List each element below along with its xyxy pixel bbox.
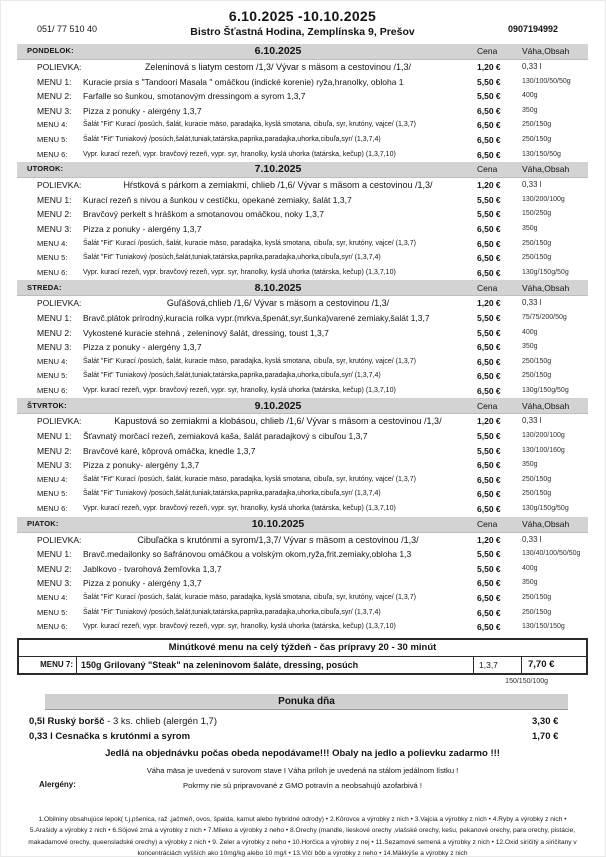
row-description: Šalát "Fit" Tuniakový /posúch,šalát,tuniak,tatárska,paprika,paradajka,uhorka,cibuľa,syr/ (1,3,7,4) [83,490,381,498]
row-description: Guľášová,chlieb /1,6/ Výv​ar s mäsom a cestovinou /1,3/ [166,298,390,309]
day-date: 10.10.2025 [251,517,305,530]
document-header [17,8,588,38]
row-weight: 130g/150g/50g [522,268,569,276]
row-description: Šalát "Fit" Kurací /posúch, šalát, kuracie mäso, paradajka, kyslá smotana, cibuľa, syr, krutóny, vajce/ (1,3,7) [83,121,416,129]
menu-row [17,118,588,133]
row-description: Hŕstková s párkom a zemiakmi, chlieb /1,6/ Vývar s mäsom a cestovinou /1,3/ [123,180,433,191]
row-weight: 150/250g [522,210,552,218]
raw-weight-note: Váha mäsa je uvedená v surovom stave I Váha príloh je uvedená na stálom jedálnom lístku ! [146,765,459,775]
row-price: 6,50 € [477,253,501,264]
row-label: MENU 5: [37,371,68,381]
row-description: Farfalle so šunkou, smotanovým dressingom a syrom 1,3,7 [83,91,306,102]
menu-row [17,576,588,591]
day-date: 9.10.2025 [254,399,302,412]
row-label: POLIEVKA: [37,534,82,545]
row-label: MENU 5: [37,607,68,617]
menu-row [17,562,588,577]
menu-row [17,369,588,384]
menu-row [17,620,588,635]
row-price: 1,20 € [477,416,501,427]
row-description: Šalát "Fit" Tuniakový /posúch,šalát,tuniak,tatárska,paprika,paradajka,uhorka,cibuľa,syr/ (1,3,7,4) [83,254,381,262]
row-price: 5,50 € [477,327,501,338]
row-weight: 0,33 l [522,298,542,308]
minute-menu-description: 150g Grilovaný "Steak" na zeleninovom šaláte, dressing, posúch [77,657,474,673]
row-description: Bravčový perkelt s hráškom a smotanovou omáčkou, noky 1,3,7 [83,209,324,220]
minute-menu-allergens: 1,3,7 [474,657,522,673]
row-description: Šalát "Fit" Kurací /posúch, šalát, kuracie mäso, paradajka, kyslá smotana, cibuľa, syr, krutóny, vajce/ (1,3,7) [83,475,416,483]
row-label: MENU 4: [37,593,68,602]
row-description: Šalát "Fit" Tuniakový /posúch,šalát,tuniak,tatárska,paprika,paradajka,uhorka,cibuľa,syr/ (1,3,7,4) [83,135,381,143]
row-price: 6,50 € [477,342,501,353]
allergens-label: Alergény: [39,779,76,789]
row-description: Pizza z ponuky- alergény 1,3,7 [83,460,200,471]
offer-item-name: 0,5l Ruský boršč [29,715,105,727]
row-weight: 400g [522,92,538,100]
row-weight: 250/150g [522,239,552,247]
row-label: MENU 6: [37,385,68,395]
week-date-range: 6.10.2025 -10.10.2025 [228,8,377,24]
row-price: 6,50 € [477,120,501,131]
row-label: MENU 1: [37,312,72,323]
row-label: MENU 2: [37,563,72,574]
weight-column-header: Váha,Obsah [522,46,570,57]
row-price: 6,50 € [477,223,501,234]
menu-row [17,414,588,429]
row-price: 6,50 € [477,607,501,618]
row-weight: 350g [522,106,538,114]
row-weight: 130/200/100g [522,432,565,440]
row-price: 5,50 € [477,445,501,456]
row-label: MENU 4: [37,120,68,130]
day-name: STREDA: [27,282,62,292]
allergens-legend: 1.Obilniny obsahujúce lepok( t.j.pšenica, raž ,jačmeň, ovos, špalda, kamut alebo hybridné odrody) • 2.Kôrovce a výrobky z nich • 3.Vajcia a výrobky z nich • 4.Ryby a výrobky z nich • 5.Arašidy a výrobky z nich • 6.Sójové zrná a výrobky z nich • 7.Mlieko a výrobky z neho • 8.Orechy (mandle, lieskové orechy ,vlašské orechy, kešu, pekanové orechy, para orechy, pistácie, makadamové orechy, queensladské orechy) a výrobky z nich • 9. Zeler a výrobky z neho • 10.Horčica a výrobky z nej • 11.Sezamové semená a výrobky z nich • 12.Oxid siričitý a siričitany v koncentráciách vyšších ako 10mg/kg alebo 10 mg/l • 13.Vlčí bôb a výrobky z neho • 14.Mäkkýše a výrobky z nich [28,815,577,857]
row-price: 6,50 € [477,578,501,589]
row-price: 5,50 € [477,549,501,560]
menu-row [17,193,588,208]
row-weight: 350g [522,461,538,469]
row-price: 6,50 € [477,489,501,500]
row-label: MENU 3: [37,342,72,353]
menu-row [17,251,588,266]
day-name: PIATOK: [27,518,59,528]
daily-offer-items [17,714,588,744]
row-weight: 250/150g [522,608,552,616]
phone-number-left: 051/ 77 510 40 [37,24,98,34]
row-label: MENU 6: [37,267,68,277]
menu-row [17,444,588,459]
row-price: 5,50 € [477,194,501,205]
row-price: 5,50 € [477,91,501,102]
row-weight: 130g/150g/50g [522,505,569,513]
minute-menu-label: MENU 7: [19,657,77,673]
row-weight: 130/150/150g [522,623,565,631]
row-price: 6,50 € [477,149,501,160]
row-weight: 0,33 l [522,62,542,71]
row-price: 6,50 € [477,504,501,515]
day-section [17,280,588,398]
offer-item-price: 1,70 € [532,730,559,742]
row-description: Pizza z ponuky - alergény 1,3,7 [83,578,202,589]
day-date: 8.10.2025 [254,281,302,294]
row-description: Vypr. kurací rezeň, vypr. bravčový rezeň, vypr. syr, hranolky, kyslá uhorka (tatárska, kečup) (1,3,7,10) [83,505,396,513]
row-description: Kapustová so zemiakmi a klobásou, chlieb /1,6/ Vývar s mäsom a cestovinou /1,3/ [114,416,442,427]
minute-menu-box [17,638,588,675]
row-description: Kurací rezeň s nivou a šunkou v cestíčku, opekané zemiaky, šalát 1,3,7 [83,194,352,205]
row-weight: 250/150g [522,357,552,365]
row-description: Šalát "Fit" Tuniakový /posúch,šalát,tuniak,tatárska,paprika,paradajka,uhorka,cibuľa,syr/ (1,3,7,4) [83,372,381,380]
row-price: 6,50 € [477,371,501,382]
row-description: Vypr. kurací rezeň, vypr. bravčový rezeň, vypr. syr, hranolky, kyslá uhorka (tatárska, kečup) (1,3,7,10) [83,623,396,631]
row-price: 6,50 € [477,474,501,485]
row-label: MENU 6: [37,622,68,632]
row-price: 6,50 € [477,460,501,471]
row-price: 5,50 € [477,209,501,220]
row-price: 1,20 € [477,180,501,191]
row-weight: 350g [522,579,538,587]
row-price: 6,50 € [477,622,501,633]
row-label: MENU 2: [37,209,72,220]
row-weight: 130/40/100/50/50g [522,550,581,558]
menu-row [17,89,588,104]
day-section [17,162,588,280]
offer-item-text: 0,5l Ruský boršč - 3 ks. chlieb (alergén 1,7) [29,715,217,727]
row-label: MENU 2: [37,445,72,456]
menu-row [17,547,588,562]
row-weight: 130/150/50g [522,150,561,158]
row-label: MENU 2: [37,91,72,102]
weight-column-header: Váha,Obsah [522,518,570,529]
row-weight: 250/150g [522,475,552,483]
phone-number-right: 0907194992 [507,24,558,34]
menu-row [17,75,588,90]
row-label: POLIEVKA: [37,180,82,191]
row-price: 6,50 € [477,593,501,603]
row-price: 6,50 € [477,267,501,278]
row-weight: 130/200/100g [522,195,565,203]
row-description: Vykostené kuracie stehná , zeleninový šalát, dressing, toust 1,3,7 [83,327,329,338]
weight-column-header: Váha,Obsah [522,282,570,293]
menu-row [17,207,588,222]
row-label: MENU 5: [37,489,68,499]
row-weight: 250/150g [522,594,552,601]
weight-column-header: Váha,Obsah [522,400,570,411]
row-description: Cibuľačka s krutónmi a syrom/1,3,7/ Vývar s mäsom a cestovinou /1,3/ [137,534,419,545]
row-label: MENU 1: [37,549,72,560]
row-price: 5,50 € [477,312,501,323]
menu-row [17,326,588,341]
price-column-header: Cena [477,518,498,529]
row-weight: 400g [522,328,538,336]
day-header-row [17,517,588,533]
row-description: Pizza z ponuky - alergény 1,3,7 [83,223,202,234]
offer-item-text [29,729,518,744]
price-column-header: Cena [477,46,498,57]
day-date: 6.10.2025 [254,45,302,58]
row-description: Bravč.plátok prírodný,kuracia rolka vypr.(mrkva,špenát,syr,šunka)varené zemiaky,šalát 1,3,7 [83,312,430,323]
menu-row [17,237,588,252]
row-description: Šalát "Fit" Kurací /posúch, šalát, kuracie mäso, paradajka, kyslá smotana, cibuľa, syr, krutóny, vajce/ (1,3,7) [83,239,416,247]
row-label: MENU 5: [37,134,68,144]
row-price: 5,50 € [477,76,501,87]
day-section [17,44,588,162]
offer-item-row [17,729,588,744]
row-label: MENU 1: [37,431,72,442]
row-description: Zeleninová s liatym cestom /1,3/ Vývar s mäsom a cestovinou /1,3/ [144,62,412,72]
menu-row [17,458,588,473]
row-weight: 0,33 l [522,180,542,190]
menu-row [17,429,588,444]
row-weight: 130g/150g/50g [522,386,569,394]
row-weight: 350g [522,343,538,351]
row-weight: 400g [522,564,538,572]
row-price: 6,50 € [477,356,501,367]
minute-menu-row [19,657,586,673]
row-label: MENU 4: [37,356,68,366]
row-weight: 130/100/160g [522,446,565,454]
row-label: MENU 1: [37,194,72,205]
day-section [17,398,588,516]
row-description: Bravčové karé, kôprová omáčka, knedle 1,3,7 [83,445,256,456]
row-label: MENU 5: [37,253,68,263]
row-description: Šalát "Fit" Kurací /posúch, šalát, kuracie mäso, paradajka, kyslá smotana, cibuľa, syr, krutóny, vajce/ (1,3,7) [83,594,416,601]
no-orders-note: Jedlá na objednávku počas obeda nepodávame!!! Obaly na jedlo a polievku zadarmo !!! [105,747,500,759]
row-price: 1,20 € [477,298,501,309]
row-description: Bravč.medailonky so šafránovou omáčkou a volským okom,ryža,frit.zemiaky,obloha 1,3 [83,549,412,560]
row-weight: 0,33 l [522,534,542,544]
row-weight: 250/150g [522,254,552,262]
row-description: Jablkovo - tvarohová žemľovka 1,3,7 [83,563,222,574]
menu-row [17,104,588,119]
row-price: 6,50 € [477,238,501,249]
row-description: Kuracie prsia s "Tandoori Masala " omáčkou (indické korenie) ryža,hranolky, obloha 1 [83,76,404,87]
price-column-header: Cena [477,282,498,293]
daily-offer-title: Ponuka dňa [45,694,568,710]
weight-column-header: Váha,Obsah [522,164,570,175]
row-price: 1,20 € [477,62,501,72]
row-label: MENU 6: [37,149,68,159]
row-description: Vypr. kurací rezeň, vypr. bravčový rezeň, vypr. syr, hranolky, kyslá uhorka (tatárska, kečup) (1,3,7,10) [83,386,396,394]
row-price: 6,50 € [477,105,501,116]
day-header-row [17,398,588,414]
offer-item-row [17,714,588,729]
day-name: PONDELOK: [27,46,74,56]
day-header-row [17,44,588,60]
row-description: Vypr. kurací rezeň, vypr. bravčový rezeň, vypr. syr, hranolky, kyslá uhorka (tatárska, kečup) (1,3,7,10) [83,268,396,276]
row-price: 6,50 € [477,134,501,145]
row-label: MENU 3: [37,578,72,589]
row-price: 6,50 € [477,385,501,396]
menu-row [17,148,588,163]
row-description: Vypr. kurací rezeň, vypr. bravčový rezeň, vypr. syr, hranolky, kyslá uhorka (tatárska, kečup) (1,3,7,10) [83,150,396,158]
day-name: ŠTVRTOK: [27,400,67,410]
menu-row [17,340,588,355]
menu-row [17,355,588,370]
price-column-header: Cena [477,400,498,411]
row-label: POLIEVKA: [37,62,82,72]
row-label: MENU 3: [37,460,72,471]
menu-row [17,133,588,148]
row-label: POLIEVKA: [37,416,82,427]
row-weight: 130/100/50/50g [522,77,571,85]
row-weight: 250/150g [522,490,552,498]
row-price: 1,20 € [477,534,501,545]
menu-row [17,222,588,237]
row-label: MENU 4: [37,474,68,484]
row-label: MENU 2: [37,327,72,338]
daily-menus [17,44,588,635]
menu-row [17,384,588,399]
row-label: MENU 3: [37,105,72,116]
gmo-note: Pokrmy nie sú pripravované z GMO potravín a neobsahujú azofarbivá ! [183,780,422,790]
row-price: 5,50 € [477,563,501,574]
gmo-note-row [17,780,588,792]
row-weight: 250/150g [522,121,552,129]
row-label: MENU 3: [37,223,72,234]
day-date: 7.10.2025 [254,163,302,176]
row-label: MENU 4: [37,238,68,248]
row-weight: 75/75/200/50g [522,313,567,321]
row-weight: 250/150g [522,135,552,143]
price-column-header: Cena [477,164,498,175]
row-weight: 0,33 l [522,416,542,426]
menu-row [17,60,588,75]
day-header-row [17,162,588,178]
row-description: Pizza z ponuky - alergény 1,3,7 [83,105,202,116]
row-description: Pizza z ponuky - alergény 1,3,7 [83,342,202,353]
menu-row [17,296,588,311]
menu-row [17,533,588,548]
row-weight: 350g [522,224,538,232]
minute-menu-title: Minútkové menu na celý týždeň - čas prípravy 20 - 30 minút [19,640,586,657]
minute-menu-price: 7,70 € [528,658,555,670]
menu-row [17,311,588,326]
row-weight: 250/150g [522,372,552,380]
offer-item-name: 0,33 l Cesnačka s krutónmi a syrom [29,730,191,742]
row-description: Šalát "Fit" Tuniakový /posúch,šalát,tuniak,tatárska,paprika,paradajka,uhorka,cibuľa,syr/ (1,3,7,4) [83,608,381,616]
offer-item-price: 3,30 € [532,715,559,727]
minute-menu-weight: 150/150/100g [505,677,548,685]
row-price: 5,50 € [477,431,501,442]
day-name: UTOROK: [27,164,64,174]
venue-address: Bistro Šťastná Hodina, Zemplínska 9, Prešov [190,26,415,38]
row-description: Šalát "Fit" Kurací /posúch, šalát, kuracie mäso, paradajka, kyslá smotana, cibuľa, syr, krutóny, vajce/ (1,3,7) [83,357,416,365]
menu-row [17,266,588,281]
row-description: Šťavnatý morčací rezeň, zemiaková kaša, šalát paradajkový s cibuľou 1,3,7 [83,431,368,442]
menu-row [17,591,588,606]
row-label: MENU 6: [37,504,68,514]
menu-row [17,178,588,193]
menu-row [17,606,588,621]
day-section [17,517,588,635]
row-label: MENU 1: [37,76,72,87]
menu-row [17,502,588,517]
menu-row [17,487,588,502]
row-label: POLIEVKA: [37,298,82,309]
menu-row [17,473,588,488]
day-header-row [17,280,588,296]
